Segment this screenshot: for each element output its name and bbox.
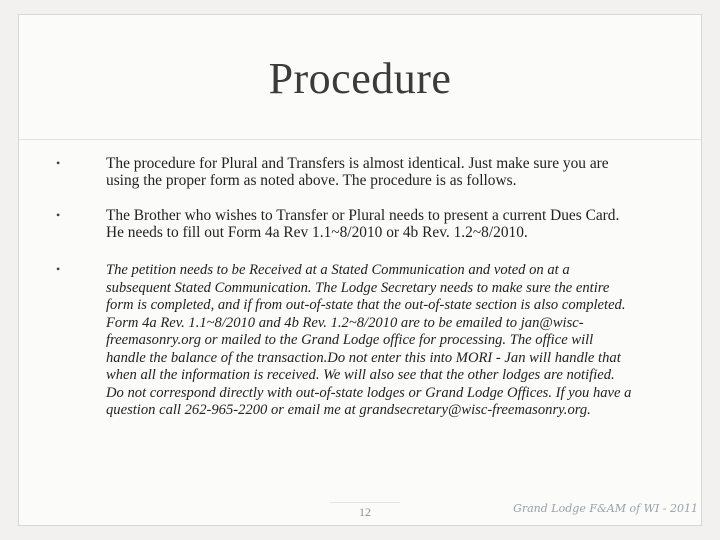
bullet-text: The petition needs to be Received at a Stated Communication and voted on at a subsequent Stated Communication. The Lodge Secretary needs to make sure the entire form is completed, and if from out-of-state that the out-of-state section is also completed. Form 4a Rev. 1.1~8/2010 and 4b Rev. 1.2~8/2010 are to be emailed to jan@wisc-freemasonry.org or mailed to the Grand Lodge office for processing. The office will handle the balance of the transaction.Do not enter this into MORI - Jan will handle that when all the information is received. We will also see that the other lodges are notified. Do not correspond directly with out-of-state lodges or Grand Lodge Offices. If you have a question call 262-965-2200 or email me at grandsecretary@wisc-freemasonry.org. — [106, 262, 632, 418]
bullet-text: The procedure for Plural and Transfers is almost identical. Just make sure you are using the proper form as noted above. The procedure is as follows. — [106, 155, 609, 189]
title-divider — [19, 139, 701, 140]
bullet-text: The Brother who wishes to Transfer or Plural needs to present a current Dues Card. He needs to fill out Form 4a Rev 1.1~8/2010 or 4b Rev. 1.2~8/2010. — [106, 207, 620, 241]
bullet-glyph: • — [56, 156, 61, 170]
footer-text: Grand Lodge F&AM of WI - 2011 — [513, 502, 698, 515]
slide-title: Procedure — [268, 54, 452, 103]
bullet-glyph: • — [56, 208, 61, 222]
title-band — [19, 15, 701, 133]
bullet-item — [56, 207, 636, 241]
bullet-item — [56, 155, 636, 189]
bullet-item — [56, 261, 636, 419]
page-number: 12 — [330, 502, 400, 523]
bullet-glyph: • — [56, 262, 61, 276]
bullet-list — [56, 155, 636, 437]
